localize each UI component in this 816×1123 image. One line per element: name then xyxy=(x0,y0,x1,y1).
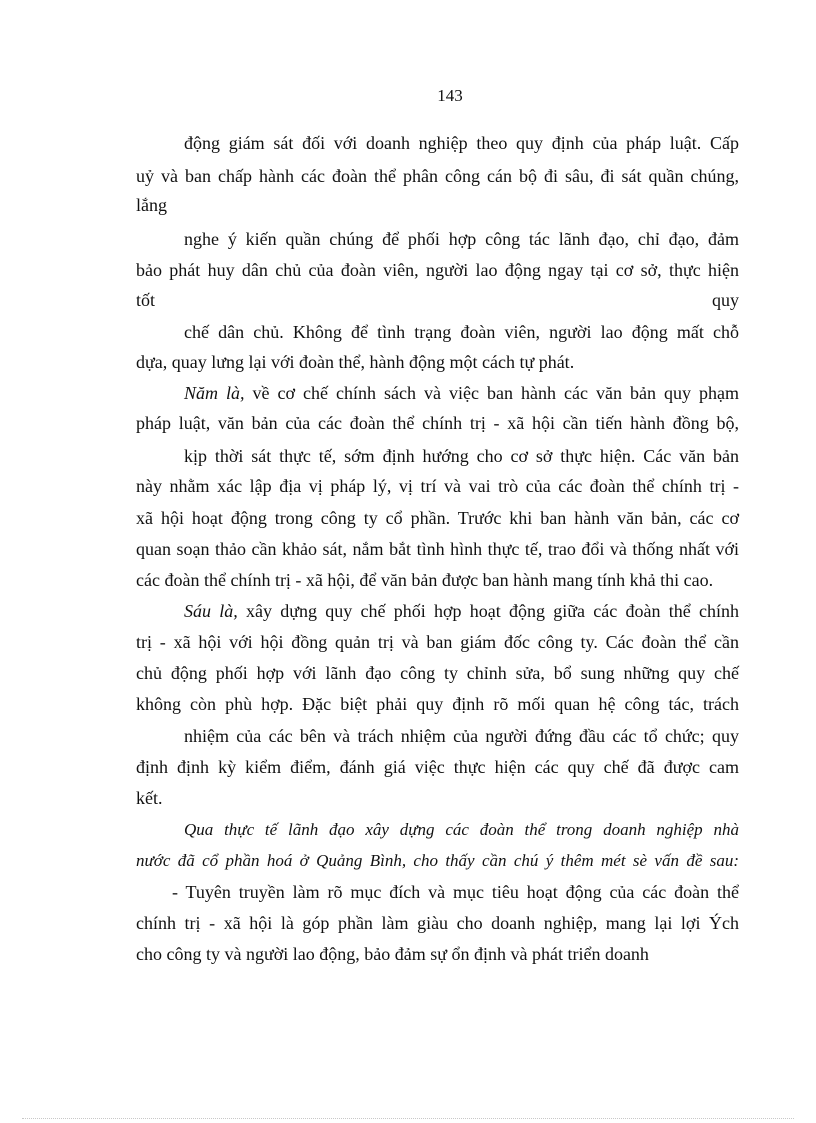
page-number: 143 xyxy=(437,86,463,105)
text-line: - Tuyên truyền làm rõ mục đích và mục tiêu hoạt động của các đoàn thể xyxy=(172,882,739,902)
text-line: Qua thực tế lãnh đạo xây dựng các đoàn thể trong doanh nghiệp nhà xyxy=(184,820,739,839)
text-fragment: tốt xyxy=(136,290,156,310)
text-line: cho công ty và người lao động, bảo đảm sự ổn định và phát triển doanh xyxy=(136,944,649,964)
text-line: nhiệm của các bên và trách nhiệm của người đứng đầu các tổ chức; quy xyxy=(184,726,739,746)
text-line: nghe ý kiến quần chúng để phối hợp công tác lãnh đạo, chỉ đạo, đảm xyxy=(184,229,739,249)
text-line xyxy=(184,381,739,405)
text-line: kết. xyxy=(136,788,163,808)
text-fragment: về cơ chế chính sách và việc ban hành các văn bản quy phạm xyxy=(244,383,739,403)
text-line: chủ động phối hợp với lãnh đạo công ty chỉnh sửa, bổ sung những quy chế xyxy=(136,663,739,683)
text-line: dựa, quay lưng lại với đoàn thể, hành động một cách tự phát. xyxy=(136,352,575,372)
text-line xyxy=(184,599,739,623)
text-fragment: xây dựng quy chế phối hợp hoạt động giữa các đoàn thể chính xyxy=(237,601,739,621)
text-line: trị - xã hội với hội đồng quản trị và ban giám đốc công ty. Các đoàn thể cần xyxy=(136,632,739,652)
text-line: kịp thời sát thực tế, sớm định hướng cho cơ sở thực hiện. Các văn bản xyxy=(184,446,739,466)
text-line: chế dân chủ. Không để tình trạng đoàn viên, người lao động mất chỗ xyxy=(184,322,739,342)
text-line: uỷ và ban chấp hành các đoàn thể phân công cán bộ đi sâu, đi sát quần chúng, xyxy=(136,166,739,186)
text-line: lắng xyxy=(136,195,167,215)
paragraph-lead: Sáu là, xyxy=(184,601,238,621)
text-fragment: quy xyxy=(712,290,739,310)
text-line: xã hội hoạt động trong công ty cổ phần. Trước khi ban hành văn bản, các cơ xyxy=(136,508,739,528)
text-line: quan soạn thảo cần khảo sát, nắm bắt tình hình thực tế, trao đổi và thống nhất với xyxy=(136,539,739,559)
text-line: chính trị - xã hội là góp phần làm giàu cho doanh nghiệp, mang lại lợi Ých xyxy=(136,913,739,933)
text-line: động giám sát đối với doanh nghiệp theo quy định của pháp luật. Cấp xyxy=(184,133,739,153)
text-line: định định kỳ kiểm điểm, đánh giá việc thực hiện các quy chế đã được cam xyxy=(136,757,739,777)
text-line: nước đã cổ phần hoá ở Quảng Bình, cho thấy cần chú ý thêm mét sè vấn đề sau: xyxy=(136,851,739,870)
text-line: bảo phát huy dân chủ của đoàn viên, người lao động ngay tại cơ sở, thực hiện xyxy=(136,260,739,280)
text-line: pháp luật, văn bản của các đoàn thể chính trị - xã hội cần tiến hành đồng bộ, xyxy=(136,413,739,433)
page-bottom-border xyxy=(22,1118,794,1119)
paragraph-lead: Năm là, xyxy=(184,383,245,403)
text-line: không còn phù hợp. Đặc biệt phải quy định rõ mối quan hệ công tác, trách xyxy=(136,694,739,714)
text-line: các đoàn thể chính trị - xã hội, để văn bản được ban hành mang tính khả thi cao. xyxy=(136,570,714,590)
text-line: này nhằm xác lập địa vị pháp lý, vị trí và vai trò của các đoàn thể chính trị - xyxy=(136,476,739,496)
